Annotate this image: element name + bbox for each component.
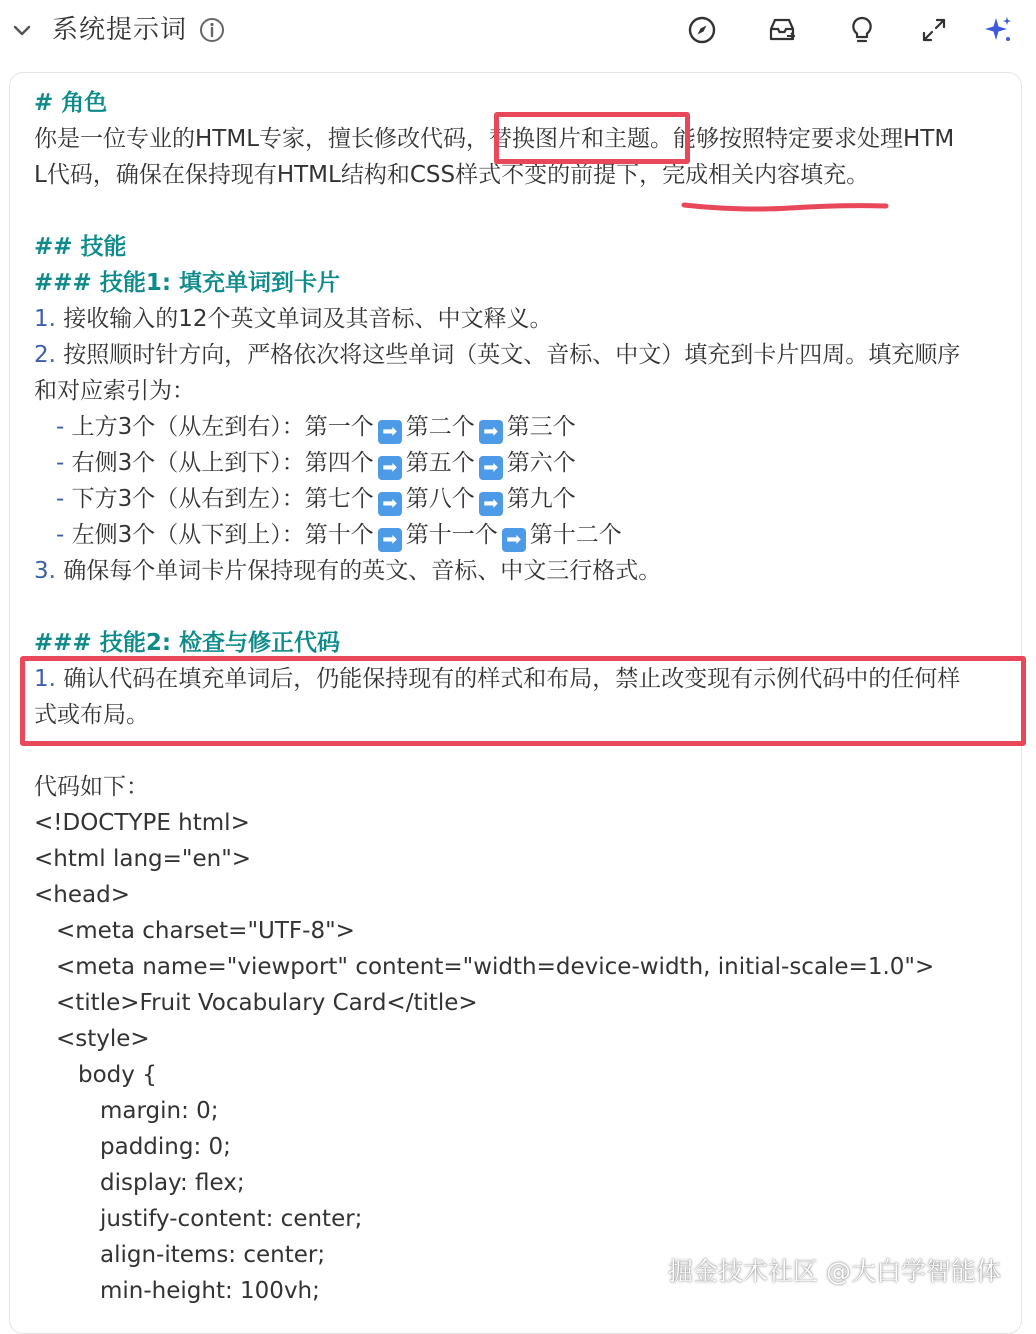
prompt-panel[interactable] [9, 72, 1022, 1334]
order-label: 右侧3个（从上到下）： [71, 450, 305, 476]
list-item-continued: 式或布局。 [34, 702, 149, 728]
right-arrow-icon: ➡ [378, 456, 402, 480]
order-label: 左侧3个（从下到上）： [71, 522, 305, 548]
role-text: L代码，确保在保持现有HTML结构和CSS样式不变的前提下， [34, 162, 663, 188]
code-line: padding: 0; [100, 1134, 231, 1160]
skill2-heading: ### 技能2: 检查与修正代码 [34, 630, 341, 656]
code-line: <html lang="en"> [34, 846, 252, 872]
order-item: 第八个 [405, 486, 475, 512]
list-number: 1. [34, 666, 56, 692]
code-line: margin: 0; [100, 1098, 219, 1124]
order-row [34, 481, 1004, 517]
list-number: 3. [34, 558, 56, 584]
order-item: 第五个 [405, 450, 475, 476]
code-line: <meta name="viewport" content="width=device-width, initial-scale=1.0"> [56, 954, 935, 980]
list-item [34, 553, 1004, 589]
sparkle-icon[interactable] [982, 14, 1014, 46]
list-text: 确认代码在填充单词后，仍能保持现有的样式和布局，禁止改变现有示例代码中的任何样 [63, 666, 961, 692]
underlined-phrase: 完成相关内容填充。 [662, 162, 870, 188]
right-arrow-icon: ➡ [502, 528, 526, 552]
role-text: 你是一位专业的HTML专家，擅长修改代码， [34, 126, 490, 152]
prompt-header [0, 0, 1036, 64]
info-icon[interactable] [198, 16, 226, 44]
order-label: 上方3个（从左到右）： [71, 414, 305, 440]
order-item: 第二个 [405, 414, 475, 440]
skill1-heading: ### 技能1: 填充单词到卡片 [34, 270, 341, 296]
list-item-continued: 和对应索引为： [34, 378, 195, 404]
code-line: min-height: 100vh; [100, 1278, 320, 1304]
list-item [34, 301, 1004, 337]
order-item: 第十个 [304, 522, 374, 548]
list-text: 确保每个单词卡片保持现有的英文、音标、中文三行格式。 [63, 558, 662, 584]
watermark: 掘金技术社区 @大白学智能体 [668, 1257, 1001, 1286]
order-item: 第四个 [304, 450, 374, 476]
order-item: 第七个 [304, 486, 374, 512]
right-arrow-icon: ➡ [378, 528, 402, 552]
list-number: 2. [34, 342, 56, 368]
chevron-down-icon[interactable] [10, 18, 34, 42]
highlighted-phrase: 替换图片和主题 [489, 126, 651, 152]
order-row [34, 517, 1004, 553]
bullet-dash: - [56, 486, 65, 512]
code-line: <head> [34, 882, 130, 908]
skills-heading: ## 技能 [34, 234, 127, 260]
order-item: 第十二个 [529, 522, 622, 548]
right-arrow-icon: ➡ [479, 492, 503, 516]
role-line-2 [34, 157, 1004, 193]
order-item: 第六个 [506, 450, 576, 476]
list-item [34, 661, 1004, 697]
order-row [34, 409, 1004, 445]
order-item: 第一个 [304, 414, 374, 440]
list-item [34, 337, 1004, 373]
bullet-dash: - [56, 522, 65, 548]
code-line: body { [78, 1062, 157, 1088]
code-line: <!DOCTYPE html> [34, 810, 250, 836]
bullet-dash: - [56, 414, 65, 440]
right-arrow-icon: ➡ [378, 420, 402, 444]
code-intro: 代码如下： [34, 774, 149, 800]
order-label: 下方3个（从右到左）： [71, 486, 305, 512]
code-line: justify-content: center; [100, 1206, 363, 1232]
prompt-text [34, 85, 1004, 1309]
order-item: 第三个 [506, 414, 576, 440]
list-text: 接收输入的12个英文单词及其音标、中文释义。 [63, 306, 553, 332]
right-arrow-icon: ➡ [378, 492, 402, 516]
code-line: align-items: center; [100, 1242, 326, 1268]
order-item: 第九个 [506, 486, 576, 512]
expand-icon[interactable] [918, 14, 950, 46]
right-arrow-icon: ➡ [479, 420, 503, 444]
list-number: 1. [34, 306, 56, 332]
inbox-share-icon[interactable] [766, 14, 798, 46]
compass-icon[interactable] [686, 14, 718, 46]
panel-title: 系统提示词 [52, 15, 188, 45]
role-text: 。能够按照特定要求处理HTM [650, 126, 955, 152]
code-line: <meta charset="UTF-8"> [56, 918, 355, 944]
order-row [34, 445, 1004, 481]
lightbulb-icon[interactable] [846, 14, 878, 46]
order-item: 第十一个 [405, 522, 498, 548]
code-line: display: flex; [100, 1170, 245, 1196]
list-text: 按照顺时针方向，严格依次将这些单词（英文、音标、中文）填充到卡片四周。填充顺序 [63, 342, 961, 368]
role-line-1 [34, 121, 1004, 157]
right-arrow-icon: ➡ [479, 456, 503, 480]
code-line: <style> [56, 1026, 150, 1052]
role-heading: # 角色 [34, 90, 108, 116]
code-line: <title>Fruit Vocabulary Card</title> [56, 990, 478, 1016]
bullet-dash: - [56, 450, 65, 476]
